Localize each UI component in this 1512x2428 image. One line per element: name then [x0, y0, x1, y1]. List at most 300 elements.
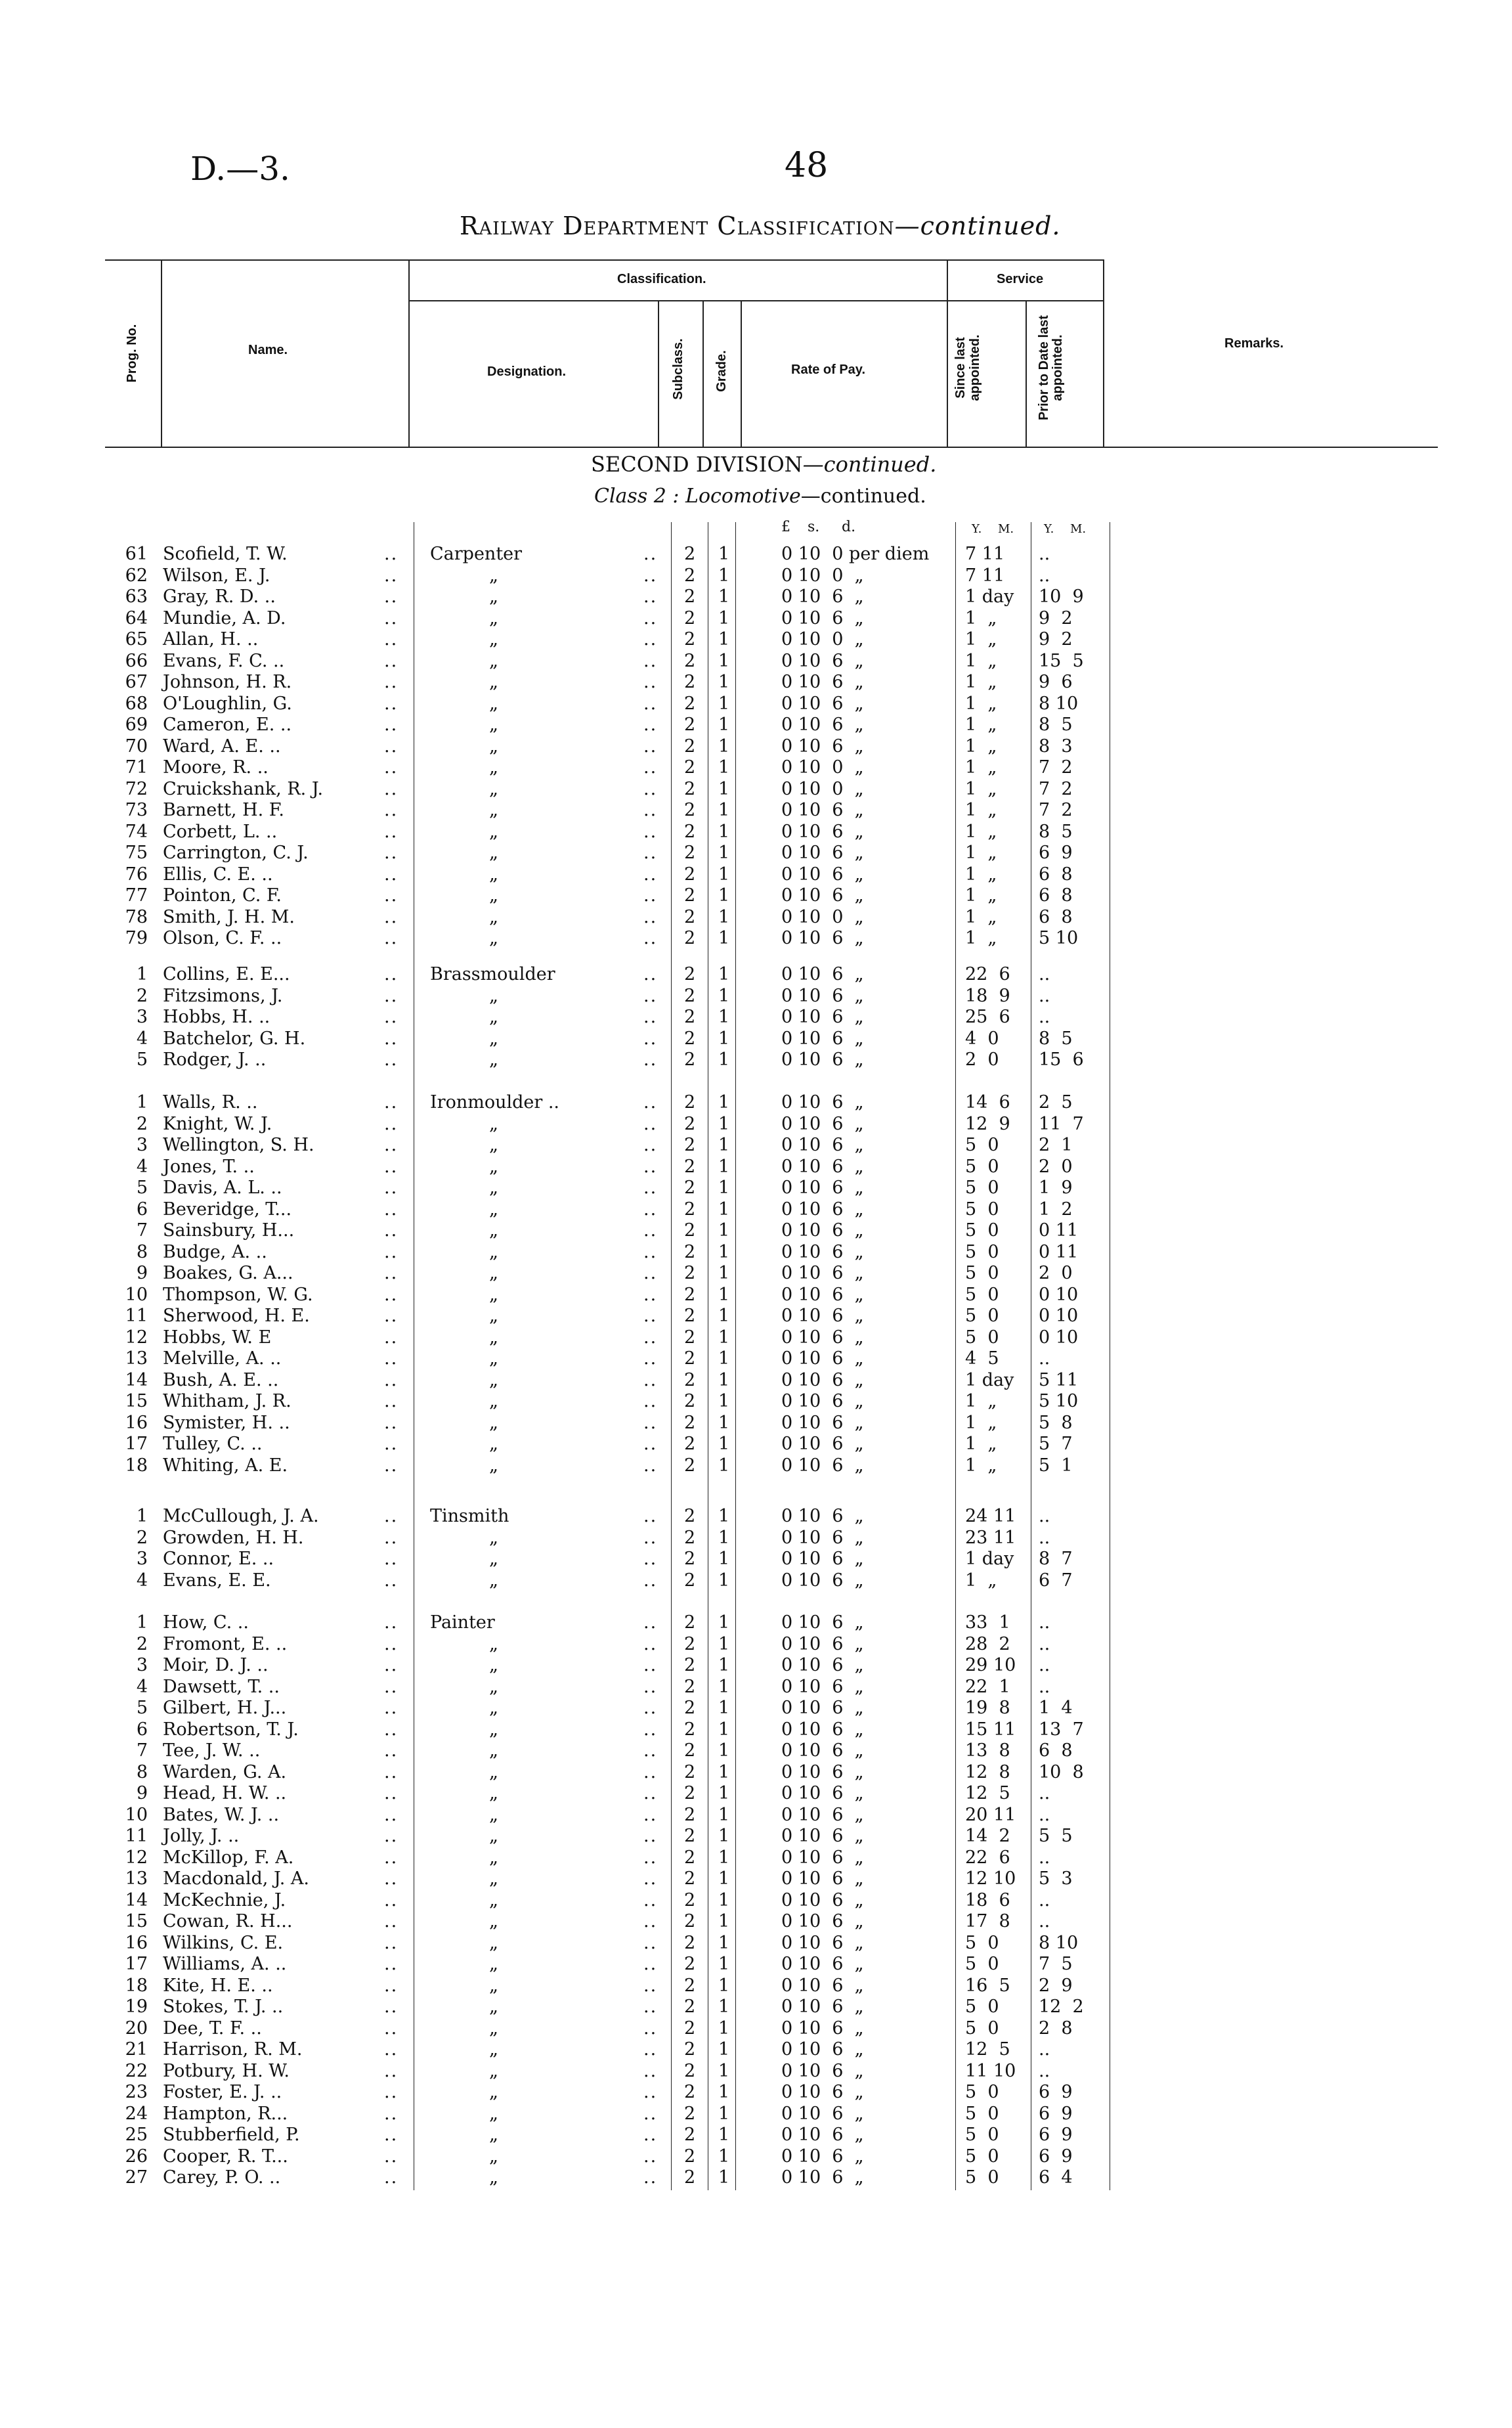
- prior-to-date: 2 5: [1039, 1092, 1073, 1113]
- employee-name: Jolly, J. ..: [163, 1826, 240, 1846]
- prog-no: 11: [125, 1306, 148, 1326]
- rate-of-pay: 0 10 6 „: [781, 864, 864, 885]
- leader-dots: ..: [643, 1954, 658, 1974]
- document-code: D.—3.: [190, 150, 290, 188]
- grade: 1: [718, 778, 730, 799]
- service-rule: [947, 300, 1103, 301]
- grade: 1: [718, 736, 730, 757]
- leader-dots: ..: [384, 2060, 399, 2081]
- grade: 1: [718, 1932, 730, 1953]
- since-last-appointed: 17 8: [965, 1911, 1010, 1931]
- since-last-appointed: 7 11: [965, 544, 1005, 564]
- subclass: 2: [684, 1391, 696, 1411]
- prior-to-date: 9 2: [1039, 607, 1073, 629]
- leader-dots: ..: [643, 2060, 658, 2081]
- prior-to-date: 6 9: [1039, 2082, 1073, 2102]
- unit-since-years: Y.: [972, 522, 982, 536]
- since-last-appointed: 1 „: [965, 1570, 997, 1591]
- prog-no: 14: [125, 1369, 148, 1390]
- leader-dots: ..: [384, 1804, 399, 1825]
- leader-dots: ..: [643, 1178, 658, 1198]
- since-last-appointed: 5 0: [965, 2082, 999, 2102]
- since-last-appointed: 4 5: [965, 1348, 999, 1369]
- col-rule: [741, 300, 742, 447]
- since-last-appointed: 24 11: [965, 1506, 1016, 1526]
- prior-to-date: 10 9: [1039, 586, 1084, 607]
- grade: 1: [718, 1263, 730, 1283]
- grade: 1: [718, 1719, 730, 1740]
- rate-of-pay: 0 10 6 „: [781, 1327, 864, 1348]
- col-remarks: Remarks.: [1224, 336, 1284, 351]
- since-last-appointed: 14 6: [965, 1092, 1010, 1113]
- subclass: 2: [684, 1156, 696, 1177]
- subclass: 2: [684, 1199, 696, 1220]
- prog-no: 1: [136, 1612, 148, 1633]
- prior-to-date: 0 10: [1039, 1327, 1079, 1348]
- rate-of-pay: 0 10 0 „: [781, 778, 864, 799]
- since-last-appointed: 7 11: [965, 565, 1005, 586]
- ditto-mark: „: [489, 1826, 498, 1846]
- prog-no: 4: [136, 1570, 148, 1591]
- rate-of-pay: 0 10 6 „: [781, 1719, 864, 1740]
- table-row: [0, 2061, 1512, 2082]
- since-last-appointed: 1 „: [965, 1412, 997, 1433]
- subclass: 2: [684, 1178, 696, 1198]
- employee-name: Scofield, T. W.: [163, 544, 288, 564]
- rate-of-pay: 0 10 6 „: [781, 715, 864, 735]
- prior-to-date: 5 8: [1039, 1412, 1073, 1433]
- grade: 1: [718, 1007, 730, 1027]
- ditto-mark: „: [489, 1527, 498, 1548]
- prior-to-date: 6 8: [1039, 864, 1073, 885]
- leader-dots: ..: [643, 2146, 658, 2167]
- ditto-mark: „: [489, 985, 498, 1006]
- leader-dots: ..: [643, 1655, 658, 1675]
- employee-name: Budge, A. ..: [163, 1241, 267, 1262]
- since-last-appointed: 1 „: [965, 736, 997, 757]
- prior-to-date: 0 11: [1039, 1241, 1079, 1262]
- prog-no: 18: [125, 1455, 148, 1476]
- leader-dots: ..: [384, 1113, 399, 1134]
- rate-of-pay: 0 10 6 „: [781, 1655, 864, 1675]
- grade: 1: [718, 757, 730, 778]
- rate-of-pay: 0 10 6 „: [781, 1698, 864, 1718]
- header-bottom-rule: [105, 447, 1438, 448]
- ditto-mark: „: [489, 1348, 498, 1369]
- prog-no: 77: [125, 885, 148, 906]
- rate-of-pay: 0 10 6 „: [781, 2082, 864, 2102]
- table-row: [0, 1199, 1512, 1220]
- prior-to-date: 0 10: [1039, 1306, 1079, 1326]
- ditto-mark: „: [489, 1241, 498, 1262]
- grade: 1: [718, 1412, 730, 1433]
- table-row: [0, 1911, 1512, 1932]
- ditto-mark: „: [489, 1549, 498, 1569]
- leader-dots: ..: [643, 650, 658, 671]
- unit-prior-months: M.: [1070, 522, 1087, 536]
- grade: 1: [718, 1199, 730, 1220]
- prior-to-date: 6 7: [1039, 1570, 1073, 1591]
- leader-dots: ..: [384, 1889, 399, 1910]
- prog-no: 13: [125, 1348, 148, 1369]
- leader-dots: ..: [384, 778, 399, 799]
- grade: 1: [718, 1676, 730, 1697]
- leader-dots: ..: [643, 1263, 658, 1283]
- prog-no: 9: [136, 1783, 148, 1803]
- grade: 1: [718, 1306, 730, 1326]
- subclass: 2: [684, 650, 696, 671]
- grade: 1: [718, 1911, 730, 1931]
- leader-dots: ..: [384, 1391, 399, 1411]
- prior-to-date: ..: [1039, 1783, 1050, 1803]
- table-row: [0, 1157, 1512, 1178]
- page-number: 48: [785, 146, 829, 185]
- employee-name: McCullough, J. A.: [163, 1506, 319, 1526]
- table-row: [0, 2125, 1512, 2146]
- ditto-mark: „: [489, 1156, 498, 1177]
- col-service: Service: [997, 272, 1044, 286]
- employee-name: Cameron, E. ..: [163, 715, 292, 735]
- leader-dots: ..: [384, 1199, 399, 1220]
- table-row: [0, 1327, 1512, 1348]
- grade: 1: [718, 885, 730, 906]
- leader-dots: ..: [643, 1698, 658, 1718]
- subclass: 2: [684, 1549, 696, 1569]
- prior-to-date: 6 9: [1039, 843, 1073, 863]
- table-row: [0, 1263, 1512, 1284]
- grade: 1: [718, 2146, 730, 2167]
- table-row: [0, 1549, 1512, 1570]
- employee-name: How, C. ..: [163, 1612, 249, 1633]
- leader-dots: ..: [643, 1199, 658, 1220]
- prog-no: 62: [125, 565, 148, 586]
- ditto-mark: „: [489, 1135, 498, 1155]
- leader-dots: ..: [384, 1455, 399, 1476]
- ditto-mark: „: [489, 1783, 498, 1803]
- subclass: 2: [684, 2060, 696, 2081]
- since-last-appointed: 28 2: [965, 1633, 1010, 1654]
- leader-dots: ..: [643, 1740, 658, 1761]
- rate-of-pay: 0 10 6 „: [781, 607, 864, 629]
- ditto-mark: „: [489, 2018, 498, 2039]
- since-last-appointed: 1 „: [965, 906, 997, 927]
- table-row: [0, 629, 1512, 650]
- prior-to-date: 8 7: [1039, 1549, 1073, 1569]
- ditto-mark: „: [489, 586, 498, 607]
- ditto-mark: „: [489, 1391, 498, 1411]
- subclass: 2: [684, 1220, 696, 1241]
- rate-of-pay: 0 10 6 „: [781, 1028, 864, 1049]
- employee-name: Gray, R. D. ..: [163, 586, 276, 607]
- subclass: 2: [684, 1434, 696, 1454]
- rate-of-pay: 0 10 0 „: [781, 629, 864, 650]
- col-rule: [658, 300, 659, 447]
- rate-of-pay: 0 10 6 „: [781, 964, 864, 984]
- division-name: SECOND DIVISION: [591, 452, 803, 477]
- table-row: [0, 2167, 1512, 2188]
- prog-no: 76: [125, 864, 148, 885]
- ditto-mark: „: [489, 843, 498, 863]
- table-row: [0, 1655, 1512, 1676]
- rate-of-pay: 0 10 6 „: [781, 2039, 864, 2060]
- prog-no: 68: [125, 693, 148, 714]
- rate-of-pay: 0 10 6 „: [781, 2103, 864, 2124]
- subclass: 2: [684, 1740, 696, 1761]
- col-prog-no: Prog. No.: [125, 324, 139, 383]
- subclass: 2: [684, 1007, 696, 1027]
- table-row: [0, 1976, 1512, 1997]
- leader-dots: ..: [643, 1369, 658, 1390]
- prog-no: 18: [125, 1975, 148, 1996]
- leader-dots: ..: [384, 586, 399, 607]
- rate-of-pay: 0 10 0 „: [781, 757, 864, 778]
- leader-dots: ..: [643, 2039, 658, 2060]
- subclass: 2: [684, 1655, 696, 1675]
- prog-no: 8: [136, 1761, 148, 1782]
- prior-to-date: 6 8: [1039, 906, 1073, 927]
- grade: 1: [718, 1889, 730, 1910]
- leader-dots: ..: [384, 715, 399, 735]
- table-row: [0, 1805, 1512, 1826]
- ditto-mark: „: [489, 2060, 498, 2081]
- grade: 1: [718, 544, 730, 564]
- unit-shilling: s.: [808, 519, 820, 535]
- leader-dots: ..: [384, 1826, 399, 1846]
- grade: 1: [718, 1391, 730, 1411]
- prog-no: 66: [125, 650, 148, 671]
- designation: Ironmoulder ..: [430, 1092, 560, 1113]
- since-last-appointed: 19 8: [965, 1698, 1010, 1718]
- subclass: 2: [684, 1527, 696, 1548]
- rate-of-pay: 0 10 6 „: [781, 1348, 864, 1369]
- since-last-appointed: 5 0: [965, 1284, 999, 1305]
- table-row: [0, 1220, 1512, 1241]
- table-row: [0, 1049, 1512, 1071]
- ditto-mark: „: [489, 1306, 498, 1326]
- subclass: 2: [684, 985, 696, 1006]
- since-last-appointed: 15 11: [965, 1719, 1016, 1740]
- grade: 1: [718, 1049, 730, 1070]
- grade: 1: [718, 607, 730, 629]
- header-top-rule: [105, 259, 1103, 261]
- prior-to-date: 6 8: [1039, 1740, 1073, 1761]
- table-row: [0, 694, 1512, 715]
- designation: Brassmoulder: [430, 964, 555, 984]
- ditto-mark: „: [489, 1178, 498, 1198]
- subclass: 2: [684, 1263, 696, 1283]
- table-row: [0, 1933, 1512, 1954]
- ditto-mark: „: [489, 1113, 498, 1134]
- leader-dots: ..: [643, 1761, 658, 1782]
- table-row: [0, 907, 1512, 928]
- prog-no: 2: [136, 1527, 148, 1548]
- table-row: [0, 986, 1512, 1007]
- prog-no: 10: [125, 1284, 148, 1305]
- table-row: [0, 1135, 1512, 1156]
- since-last-appointed: 1 „: [965, 757, 997, 778]
- subclass: 2: [684, 2039, 696, 2060]
- employee-name: Rodger, J. ..: [163, 1049, 267, 1070]
- prior-to-date: 5 10: [1039, 928, 1079, 948]
- leader-dots: ..: [384, 1220, 399, 1241]
- ditto-mark: „: [489, 1633, 498, 1654]
- rate-of-pay: 0 10 6 „: [781, 1391, 864, 1411]
- table-row: [0, 928, 1512, 949]
- leader-dots: ..: [643, 1889, 658, 1910]
- ditto-mark: „: [489, 1698, 498, 1718]
- leader-dots: ..: [643, 1007, 658, 1027]
- page-title: [460, 211, 1060, 240]
- prog-no: 75: [125, 843, 148, 863]
- employee-name: McKillop, F. A.: [163, 1847, 294, 1868]
- employee-name: Symister, H. ..: [163, 1412, 290, 1433]
- prior-to-date: 8 5: [1039, 715, 1073, 735]
- grade: 1: [718, 1455, 730, 1476]
- leader-dots: ..: [384, 2125, 399, 2145]
- since-last-appointed: 5 0: [965, 1241, 999, 1262]
- since-last-appointed: 22 6: [965, 964, 1010, 984]
- employee-name: Wilkins, C. E.: [163, 1932, 284, 1953]
- rate-of-pay: 0 10 6 „: [781, 586, 864, 607]
- unit-pence: d.: [842, 519, 856, 535]
- leader-dots: ..: [384, 1676, 399, 1697]
- ditto-mark: „: [489, 1932, 498, 1953]
- leader-dots: ..: [384, 607, 399, 629]
- leader-dots: ..: [384, 1719, 399, 1740]
- since-last-appointed: 5 0: [965, 1932, 999, 1953]
- leader-dots: ..: [643, 1391, 658, 1411]
- col-rule: [1103, 259, 1104, 447]
- table-row: [0, 1740, 1512, 1761]
- subclass: 2: [684, 586, 696, 607]
- leader-dots: ..: [643, 2167, 658, 2188]
- leader-dots: ..: [643, 1306, 658, 1326]
- ditto-mark: „: [489, 1889, 498, 1910]
- leader-dots: ..: [384, 757, 399, 778]
- grade: 1: [718, 843, 730, 863]
- table-row: [0, 1114, 1512, 1135]
- rate-of-pay: 0 10 6 „: [781, 1783, 864, 1803]
- grade: 1: [718, 1740, 730, 1761]
- since-last-appointed: 1 day: [965, 1549, 1014, 1569]
- prog-no: 64: [125, 607, 148, 629]
- prog-no: 26: [125, 2146, 148, 2167]
- leader-dots: ..: [384, 1135, 399, 1155]
- employee-name: Hobbs, H. ..: [163, 1007, 270, 1027]
- grade: 1: [718, 1506, 730, 1526]
- prog-no: 74: [125, 821, 148, 842]
- employee-name: O'Loughlin, G.: [163, 693, 292, 714]
- prog-no: 5: [136, 1178, 148, 1198]
- since-last-appointed: 5 0: [965, 1954, 999, 1974]
- col-subclass: Subclass.: [671, 338, 685, 400]
- rate-of-pay: 0 10 6 „: [781, 1954, 864, 1974]
- rate-of-pay: 0 10 6 „: [781, 1761, 864, 1782]
- leader-dots: ..: [643, 1220, 658, 1241]
- leader-dots: ..: [384, 1327, 399, 1348]
- leader-dots: ..: [384, 1412, 399, 1433]
- leader-dots: ..: [384, 1506, 399, 1526]
- since-last-appointed: 5 0: [965, 1156, 999, 1177]
- table-row: [0, 800, 1512, 821]
- subclass: 2: [684, 778, 696, 799]
- table-row: [0, 1455, 1512, 1476]
- employee-name: Tee, J. W. ..: [163, 1740, 261, 1761]
- table-row: [0, 843, 1512, 864]
- leader-dots: ..: [643, 1327, 658, 1348]
- since-last-appointed: 5 0: [965, 2018, 999, 2039]
- rate-of-pay: 0 10 6 „: [781, 1220, 864, 1241]
- rate-of-pay: 0 10 6 „: [781, 1113, 864, 1134]
- leader-dots: ..: [643, 821, 658, 842]
- employee-name: Cruickshank, R. J.: [163, 778, 324, 799]
- leader-dots: ..: [643, 800, 658, 820]
- leader-dots: ..: [384, 1178, 399, 1198]
- table-row: [0, 2082, 1512, 2103]
- leader-dots: ..: [643, 2103, 658, 2124]
- ditto-mark: „: [489, 821, 498, 842]
- prog-no: 71: [125, 757, 148, 778]
- leader-dots: ..: [384, 1633, 399, 1654]
- leader-dots: ..: [384, 2082, 399, 2102]
- ditto-mark: „: [489, 1199, 498, 1220]
- subclass: 2: [684, 821, 696, 842]
- ditto-mark: „: [489, 2039, 498, 2060]
- leader-dots: ..: [643, 1932, 658, 1953]
- rate-of-pay: 0 10 6 „: [781, 1306, 864, 1326]
- since-last-appointed: 1 „: [965, 864, 997, 885]
- division-suffix: —continued.: [802, 452, 937, 477]
- prog-no: 4: [136, 1028, 148, 1049]
- since-last-appointed: 1 „: [965, 693, 997, 714]
- prog-no: 17: [125, 1954, 148, 1974]
- ditto-mark: „: [489, 1570, 498, 1591]
- ditto-mark: „: [489, 928, 498, 948]
- leader-dots: ..: [643, 928, 658, 948]
- rate-of-pay: 0 10 6 „: [781, 1092, 864, 1113]
- prior-to-date: ..: [1039, 1655, 1050, 1675]
- employee-name: Warden, G. A.: [163, 1761, 287, 1782]
- prog-no: 3: [136, 1655, 148, 1675]
- rate-of-pay: 0 10 0 per diem: [781, 544, 930, 564]
- grade: 1: [718, 1847, 730, 1868]
- leader-dots: ..: [384, 2039, 399, 2060]
- grade: 1: [718, 964, 730, 984]
- leader-dots: ..: [643, 2082, 658, 2102]
- ditto-mark: „: [489, 1455, 498, 1476]
- subclass: 2: [684, 544, 696, 564]
- col-name: Name.: [248, 343, 288, 357]
- employee-name: Bush, A. E. ..: [163, 1369, 279, 1390]
- grade: 1: [718, 1220, 730, 1241]
- employee-name: Williams, A. ..: [163, 1954, 287, 1974]
- table-row: [0, 1698, 1512, 1719]
- since-last-appointed: 22 1: [965, 1676, 1010, 1697]
- leader-dots: ..: [384, 1911, 399, 1931]
- rate-of-pay: 0 10 6 „: [781, 1434, 864, 1454]
- subclass: 2: [684, 629, 696, 650]
- subclass: 2: [684, 2146, 696, 2167]
- prior-to-date: 7 2: [1039, 778, 1073, 799]
- since-last-appointed: 5 0: [965, 1306, 999, 1326]
- leader-dots: ..: [643, 1783, 658, 1803]
- ditto-mark: „: [489, 715, 498, 735]
- table-row: [0, 608, 1512, 629]
- leader-dots: ..: [643, 1156, 658, 1177]
- grade: 1: [718, 1570, 730, 1591]
- table-row: [0, 1007, 1512, 1028]
- ditto-mark: „: [489, 2125, 498, 2145]
